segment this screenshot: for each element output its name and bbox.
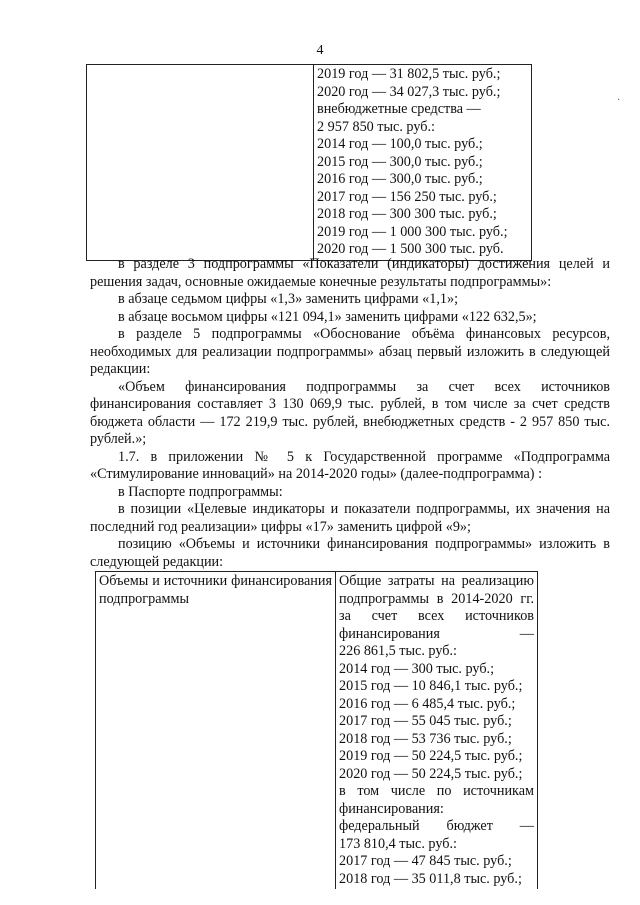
document-body — [90, 256, 610, 571]
table2-left-label: Объемы и источники финансирования подпрограммы — [99, 573, 332, 607]
paragraph-section3: в разделе 3 подпрограммы «Показатели (индикаторы) достижения целей и решения задач, основные ожидаемые конечные результаты подпрограммы»: — [90, 256, 610, 290]
paragraph-section5: в разделе 5 подпрограммы «Обоснование объёма финансовых ресурсов, необходимых для реализации подпрограммы» абзац первый изложить в следующей редакции: — [90, 326, 610, 377]
paragraph-quote-financing: «Объем финансирования подпрограммы за счет всех источников финансирования составляет 3 130 069,9 тыс. рублей, в том числе за счет средств бюджета области — 172 219,9 тыс. рублей, внебюджетных средств - 2 957 850 тыс. рублей.»; — [90, 378, 610, 447]
table1-line: 2019 год — 1 000 300 тыс. руб.; — [317, 223, 508, 240]
paragraph-indicators: в позиции «Целевые индикаторы и показатели подпрограммы, их значения на последний год реализации» цифры «17» заменить цифрой «9»; — [90, 501, 610, 535]
table2-line: 2018 год — 35 011,8 тыс. руб.; — [339, 870, 522, 887]
table2-line: 2017 год — 47 845 тыс. руб.; — [339, 853, 512, 869]
scan-artifact: · — [617, 95, 621, 106]
table1-line: 2019 год — 31 802,5 тыс. руб.; — [317, 66, 501, 82]
table1-line: 2020 год — 1 500 300 тыс. руб. — [317, 241, 504, 257]
table2-federal: федеральный бюджет — — [339, 818, 534, 834]
table2-line: 2015 год — 10 846,1 тыс. руб.; — [339, 678, 523, 694]
table2-intro: Общие затраты на реализацию подпрограммы в 2014-2020 гг. за счет всех источников финансирования — — [339, 573, 534, 642]
budget-table-continued — [86, 64, 532, 261]
table1-line: 2017 год — 156 250 тыс. руб.; — [317, 188, 497, 205]
table2-line: 226 861,5 тыс. руб.: — [339, 643, 457, 659]
table2-left-cell — [96, 572, 336, 890]
table1-line: 2016 год — 300,0 тыс. руб.; — [317, 171, 483, 187]
table2-line: 2014 год — 300 тыс. руб.; — [339, 660, 495, 677]
table2-sources: в том числе по источникам финансирования: — [339, 783, 534, 817]
paragraph-passport: в Паспорте подпрограммы: — [118, 483, 283, 500]
table1-line: 2018 год — 300 300 тыс. руб.; — [317, 206, 497, 222]
page-number: 4 — [316, 43, 324, 58]
table2-line: 2020 год — 50 224,5 тыс. руб.; — [339, 765, 523, 782]
table2-line: 2016 год — 6 485,4 тыс. руб.; — [339, 695, 516, 712]
paragraph-abzac7: в абзаце седьмом цифры «1,3» заменить цифрами «1,1»; — [118, 291, 459, 307]
table2-line: 2018 год — 53 736 тыс. руб.; — [339, 730, 512, 747]
table1-line: 2015 год — 300,0 тыс. руб.; — [317, 153, 483, 170]
table1-line: 2 957 850 тыс. руб.: — [317, 118, 435, 135]
paragraph-volumes: позицию «Объемы и источники финансирования подпрограммы» изложить в следующей редакции: — [90, 536, 610, 570]
table1-line: 2020 год — 34 027,3 тыс. руб.; — [317, 83, 501, 100]
paragraph-1-7: 1.7. в приложении № 5 к Государственной программе «Подпрограмма «Стимулирование инноваций» на 2014-2020 годы» (далее-подпрограмма) : — [90, 448, 610, 482]
table1-right-cell — [314, 65, 532, 261]
table2-line: 2019 год — 50 224,5 тыс. руб.; — [339, 748, 523, 764]
table2-line: 2017 год — 55 045 тыс. руб.; — [339, 713, 512, 729]
table1-left-cell — [87, 65, 314, 261]
table1-line: 2014 год — 100,0 тыс. руб.; — [317, 136, 483, 152]
paragraph-abzac8: в абзаце восьмом цифры «121 094,1» заменить цифрами «122 632,5»; — [118, 308, 537, 325]
table2-right-cell — [336, 572, 538, 890]
table2-line: 173 810,4 тыс. руб.: — [339, 835, 457, 852]
table1-line: внебюджетные средства — — [317, 101, 481, 117]
financing-table — [95, 571, 538, 889]
